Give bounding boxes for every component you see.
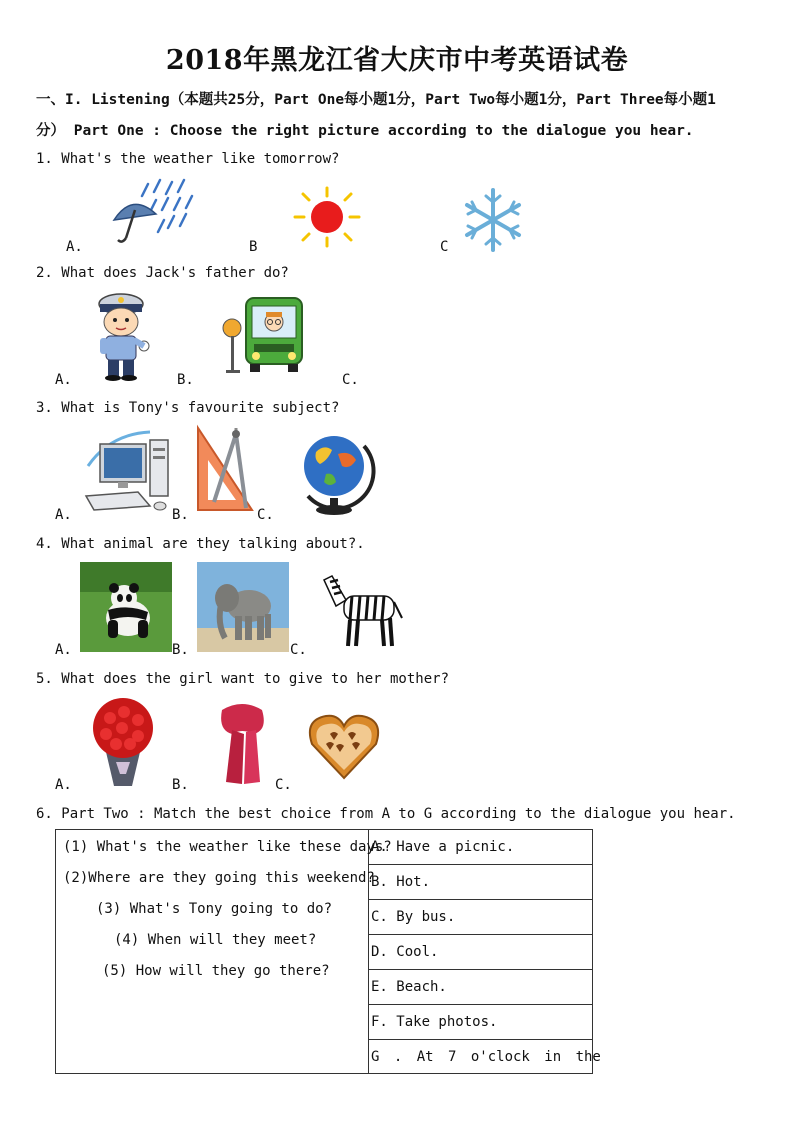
q1-option-b-label: B bbox=[249, 239, 258, 255]
choice-b: B. Hot. bbox=[369, 865, 593, 900]
elephant-photo bbox=[197, 562, 289, 652]
prompt-5: (5) How will they go there? bbox=[102, 963, 330, 979]
question-3: 3. What is Tony's favourite subject? bbox=[36, 400, 340, 416]
q2-option-a-label: A. bbox=[55, 372, 72, 388]
choice-e: E. Beach. bbox=[369, 970, 593, 1005]
prompts-column bbox=[56, 830, 392, 1073]
sun-icon bbox=[292, 186, 362, 248]
q4-option-a-label: A. bbox=[55, 642, 72, 658]
q2-option-c-label: C. bbox=[342, 372, 359, 388]
computer-icon bbox=[80, 426, 172, 512]
prompt-3: (3) What's Tony going to do? bbox=[96, 901, 333, 917]
q4-option-c-label: C. bbox=[290, 642, 307, 658]
choice-g: G . At 7 o'clock in the bbox=[371, 1049, 601, 1065]
choice-f: F. Take photos. bbox=[369, 1005, 593, 1040]
q3-option-b-label: B. bbox=[172, 507, 189, 523]
panda-photo bbox=[80, 562, 172, 652]
q5-option-b-label: B. bbox=[172, 777, 189, 793]
question-5: 5. What does the girl want to give to her mother? bbox=[36, 671, 450, 687]
question-4: 4. What animal are they talking about?. bbox=[36, 536, 365, 552]
section-heading-line1: 一、I. Listening（本题共25分，Part One每小题1分，Part Two每小题1分，Part Three每小题1 bbox=[36, 92, 716, 108]
section-heading-line2: 分） Part One : Choose the right picture according to the dialogue you hear. bbox=[36, 123, 694, 139]
q3-option-c-label: C. bbox=[257, 507, 274, 523]
choice-d: D. Cool. bbox=[369, 935, 593, 970]
policeman-icon bbox=[88, 290, 154, 382]
question-1: 1. What's the weather like tomorrow? bbox=[36, 151, 340, 167]
rain-umbrella-icon bbox=[108, 176, 198, 246]
q4-option-b-label: B. bbox=[172, 642, 189, 658]
part-two-heading: 6. Part Two : Match the best choice from A to G according to the dialogue you hear. bbox=[36, 806, 736, 822]
prompt-2: (2)Where are they going this weekend? bbox=[63, 870, 375, 886]
q1-option-a-label: A. bbox=[66, 239, 83, 255]
matching-table bbox=[55, 829, 601, 1074]
choice-c: C. By bus. bbox=[369, 900, 593, 935]
q2-option-b-label: B. bbox=[177, 372, 194, 388]
prompt-1: (1) What's the weather like these days? bbox=[63, 839, 392, 855]
zebra-photo bbox=[316, 562, 406, 652]
q5-option-c-label: C. bbox=[275, 777, 292, 793]
flower-bouquet-photo bbox=[82, 696, 164, 788]
globe-icon bbox=[298, 426, 374, 518]
q5-option-a-label: A. bbox=[55, 777, 72, 793]
choice-a: A. Have a picnic. bbox=[369, 830, 593, 865]
q3-option-a-label: A. bbox=[55, 507, 72, 523]
page-title: 2018年黑龙江省大庆市中考英语试卷 bbox=[165, 45, 629, 76]
q1-option-c-label: C bbox=[440, 239, 449, 255]
chocolate-box-photo bbox=[306, 708, 382, 784]
scarf-photo bbox=[214, 700, 272, 786]
question-2: 2. What does Jack's father do? bbox=[36, 265, 289, 281]
bus-driver-icon bbox=[220, 294, 308, 378]
snowflake-icon bbox=[458, 186, 528, 254]
prompt-4: (4) When will they meet? bbox=[114, 932, 317, 948]
ruler-compass-icon bbox=[194, 424, 256, 514]
